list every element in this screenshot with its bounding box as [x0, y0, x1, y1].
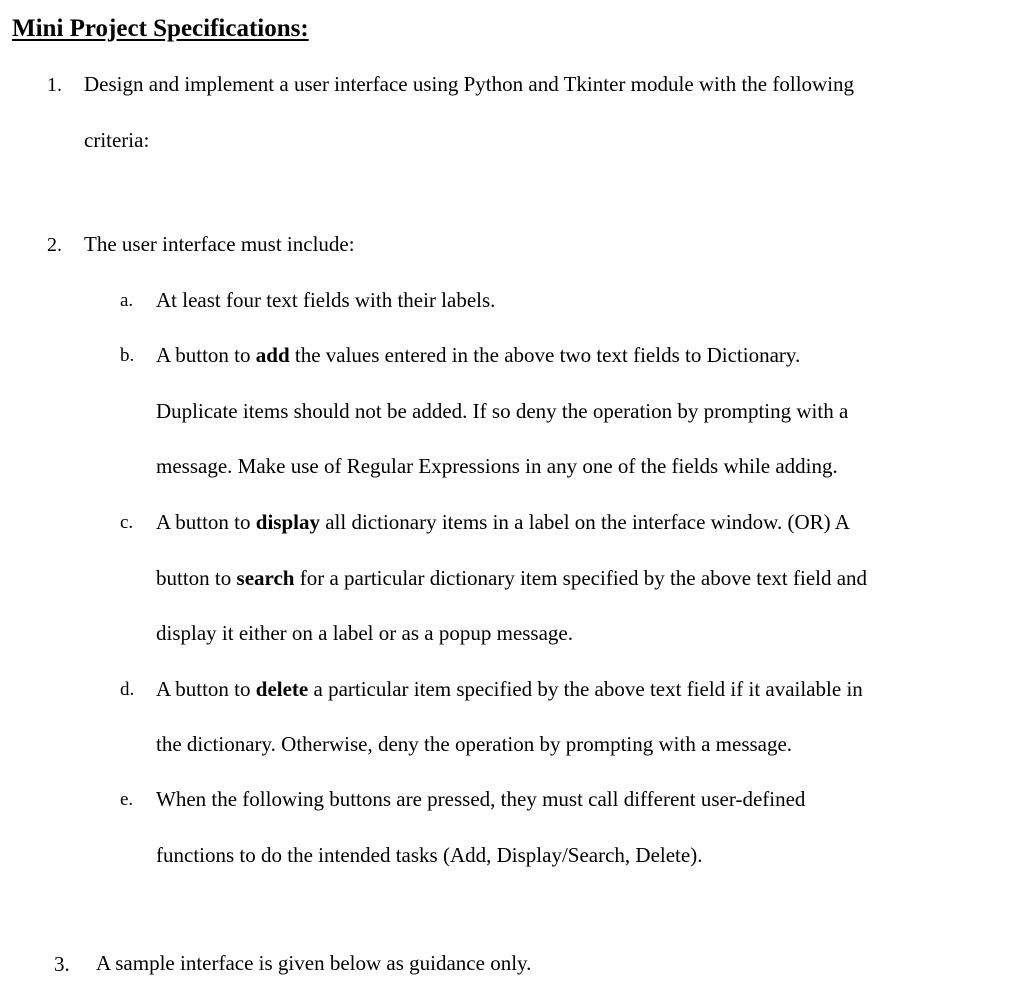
text-run: A button to: [156, 677, 256, 701]
text-run: a particular item specified by the above text field if it available in: [308, 677, 863, 701]
text-run: button to: [156, 566, 237, 590]
item-number: 2.: [47, 234, 62, 256]
subitem-marker: b.: [120, 345, 135, 366]
item-1-line-1: Design and implement a user interface using Python and Tkinter module with the following: [84, 72, 855, 96]
item-number: 1.: [47, 74, 62, 96]
text-run: all dictionary items in a label on the interface window. (OR) A: [319, 510, 850, 534]
text-run: A button to: [156, 343, 256, 367]
subitem-c-line-3: display it either on a label or as a popup message.: [156, 621, 573, 645]
subitem-marker: c.: [120, 512, 134, 533]
item-2-line-1: The user interface must include:: [84, 232, 355, 256]
subitem-b-line-1: [156, 340, 967, 370]
keyword-search: search: [236, 566, 295, 590]
subitem-d-line-2: the dictionary. Otherwise, deny the operation by prompting with a message.: [156, 732, 793, 756]
text-run: for a particular dictionary item specified by the above text field and: [294, 566, 868, 590]
subitem-b-line-2: Duplicate items should not be added. If so deny the operation by prompting with a: [156, 399, 849, 423]
subitem-c-line-2: [156, 563, 967, 593]
subitem-e-line-1: When the following buttons are pressed, they must call different user-defined: [156, 787, 806, 811]
subitem-marker: d.: [120, 679, 135, 700]
subitem-e-line-2: functions to do the intended tasks (Add, Display/Search, Delete).: [156, 843, 703, 867]
text-run: the values entered in the above two text fields to Dictionary.: [289, 343, 801, 367]
item-number: 3.: [54, 952, 70, 976]
keyword-display: display: [255, 510, 320, 534]
subitem-b-line-3: message. Make use of Regular Expressions in any one of the fields while adding.: [156, 454, 838, 478]
subitem-d-line-1: [156, 674, 967, 704]
subitem-c-line-1: [156, 507, 967, 537]
keyword-delete: delete: [255, 677, 309, 701]
subitem-marker: a.: [120, 290, 134, 311]
subitem-marker: e.: [120, 789, 134, 810]
text-run: A button to: [156, 510, 256, 534]
item-3-line-1: A sample interface is given below as guidance only.: [96, 951, 532, 975]
keyword-add: add: [255, 343, 290, 367]
subitem-a-line-1: At least four text fields with their labels.: [156, 288, 496, 312]
item-1-line-2: criteria:: [84, 128, 150, 152]
document-title: Mini Project Specifications:: [12, 15, 309, 42]
